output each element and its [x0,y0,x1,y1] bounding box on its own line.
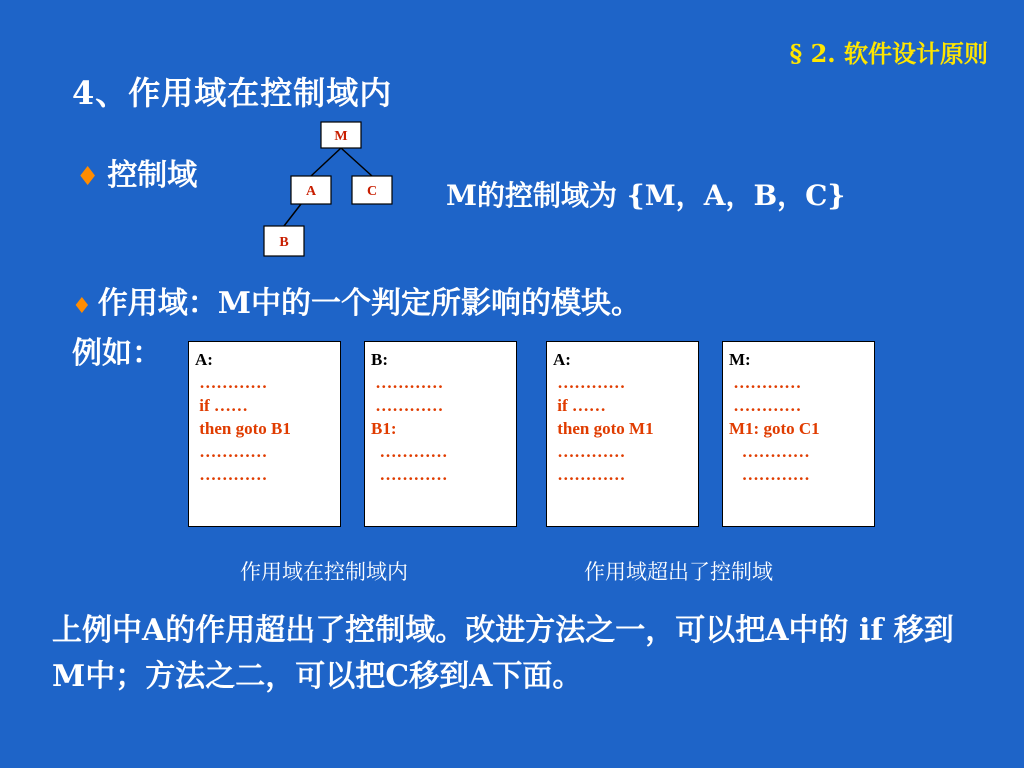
code-line: ………… [729,373,802,392]
code-line: B1: [371,419,397,438]
code-line: ………… [371,465,448,484]
code-line: ………… [553,442,626,461]
diamond-bullet-icon: ♦ [72,293,92,319]
code-box-a1 [188,341,341,527]
code-line: then goto B1 [195,419,291,438]
tree-node-a [291,176,331,204]
tree-node-c [352,176,392,204]
control-domain-text: 控制域 [107,158,198,193]
scope-definition [72,278,641,322]
svg-text:B: B [279,235,289,250]
svg-text:A: A [305,184,317,199]
diamond-bullet-icon: ♦ [76,162,100,192]
section-title: § 2. 软件设计原则 [789,39,988,68]
svg-text:C: C [366,184,378,199]
code-line: if …… [195,396,248,415]
code-line: ………… [195,373,268,392]
code-line: ………… [371,373,444,392]
code-line: ………… [729,396,802,415]
code-box-title: A: [553,350,571,369]
edge-a-b [284,204,301,226]
code-box-a2 [546,341,699,527]
conclusion-text: 上例中A的作用超出了控制域。改进方法之一，可以把A中的 if 移到M中；方法之二，可以把C移到A下面。 [52,613,954,694]
example-label: 例如： [72,336,162,371]
code-line: ………… [195,465,268,484]
scope-definition-text: 作用域：M中的一个判定所影响的模块。 [97,286,641,321]
code-line: ………… [553,373,626,392]
svg-text:M: M [334,129,348,144]
edge-m-c [341,148,372,176]
code-line: ………… [195,442,268,461]
code-box-m [722,341,875,527]
code-box-title: M: [729,350,751,369]
caption-scope-inside: 作用域在控制域内 [240,560,408,584]
caption-scope-outside: 作用域超出了控制域 [584,560,773,584]
module-tree-diagram [255,118,405,260]
code-line: ………… [371,396,444,415]
edge-m-a [311,148,341,176]
code-line: ………… [371,442,448,461]
code-line: M1: goto C1 [729,419,820,438]
control-domain-set: M的控制域为 {M，A，B，C} [446,179,846,212]
code-line: ………… [729,442,810,461]
code-line: if …… [553,396,606,415]
code-box-title: B: [371,350,388,369]
control-domain-label [76,150,197,194]
code-line: ………… [553,465,626,484]
tree-node-b [264,226,304,256]
code-line: then goto M1 [553,419,654,438]
code-box-title: A: [195,350,213,369]
code-line: ………… [729,465,810,484]
code-box-b [364,341,517,527]
tree-node-m [321,122,361,148]
page-title: 4、作用域在控制域内 [72,74,393,112]
